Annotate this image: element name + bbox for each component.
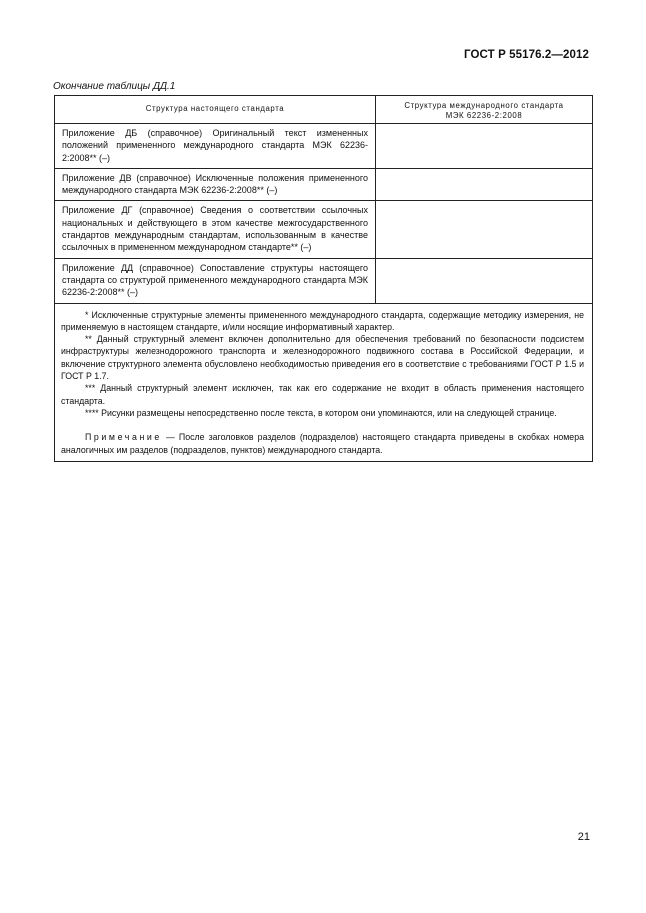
- footnote: *** Данный структурный элемент исключен, так как его содержание не входит в область применения настоящего стандарта.: [61, 383, 584, 406]
- table-row: [55, 169, 592, 202]
- column-header-line: МЭК 62236-2:2008: [445, 111, 523, 120]
- column-header-line: Структура международного стандарта: [404, 101, 564, 110]
- column-header-current-standard: Структура настоящего стандарта: [55, 96, 376, 123]
- table-footnotes: [55, 304, 592, 461]
- footnote: * Исключенные структурные элементы примененного международного стандарта, содержащие методику измерения, не применяемую в настоящем стандарте, и/или носящие информативный характер.: [61, 309, 584, 332]
- table-row: [55, 259, 592, 304]
- table-header-row: [55, 96, 592, 124]
- table-cell: [376, 169, 592, 201]
- footnote: **** Рисунки размещены непосредственно после текста, в котором они упоминаются, или на следующей странице.: [85, 407, 557, 418]
- table-cell: Приложение ДБ (справочное) Оригинальный текст измененных положений примененного международного стандарта МЭК 62236-2:2008** (–): [55, 124, 376, 168]
- standard-number: ГОСТ Р 55176.2—2012: [464, 49, 589, 61]
- table-caption: Окончание таблицы ДД.1: [53, 81, 176, 92]
- note-label: Примечание: [85, 432, 162, 443]
- table-cell: Приложение ДВ (справочное) Исключенные положения примененного международного стандарта МЭК 62236-2:2008** (–): [55, 169, 376, 201]
- table-cell: [376, 124, 592, 168]
- table-cell: [376, 201, 592, 257]
- structure-table: [54, 95, 593, 462]
- footnote: ** Данный структурный элемент включен дополнительно для обеспечения требований по безопасности подсистем инфраструктуры железнодорожного транспорта и железнодорожного подвижного состава в Российской Федерации, и включение структурного элемента обусловлено необходимостью приведения его в соответствие с требованиями ГОСТ Р 1.5 и ГОСТ Р 1.7.: [61, 334, 584, 382]
- table-row: [55, 124, 592, 169]
- table-row: [55, 201, 592, 258]
- table-footnotes-row: [55, 304, 592, 461]
- table-cell: Приложение ДГ (справочное) Сведения о соответствии ссылочных национальных и действующего в этом качестве межгосударственного стандартов международным стандартам, использованным в качестве ссылочных в примененном международном стандарте** (–): [55, 201, 376, 257]
- table-cell: [376, 259, 592, 303]
- page-number: 21: [577, 831, 590, 843]
- table-cell: Приложение ДД (справочное) Сопоставление структуры настоящего стандарта со структурой примененного международного стандарта МЭК 62236-2:2008** (–): [55, 259, 376, 303]
- table-note: [61, 431, 584, 456]
- note-text: — После заголовков разделов (подразделов) настоящего стандарта приведены в скобках номера аналогичных им разделов (подразделов, пунктов) международного стандарта.: [61, 432, 584, 455]
- column-header-international-standard: [376, 96, 592, 123]
